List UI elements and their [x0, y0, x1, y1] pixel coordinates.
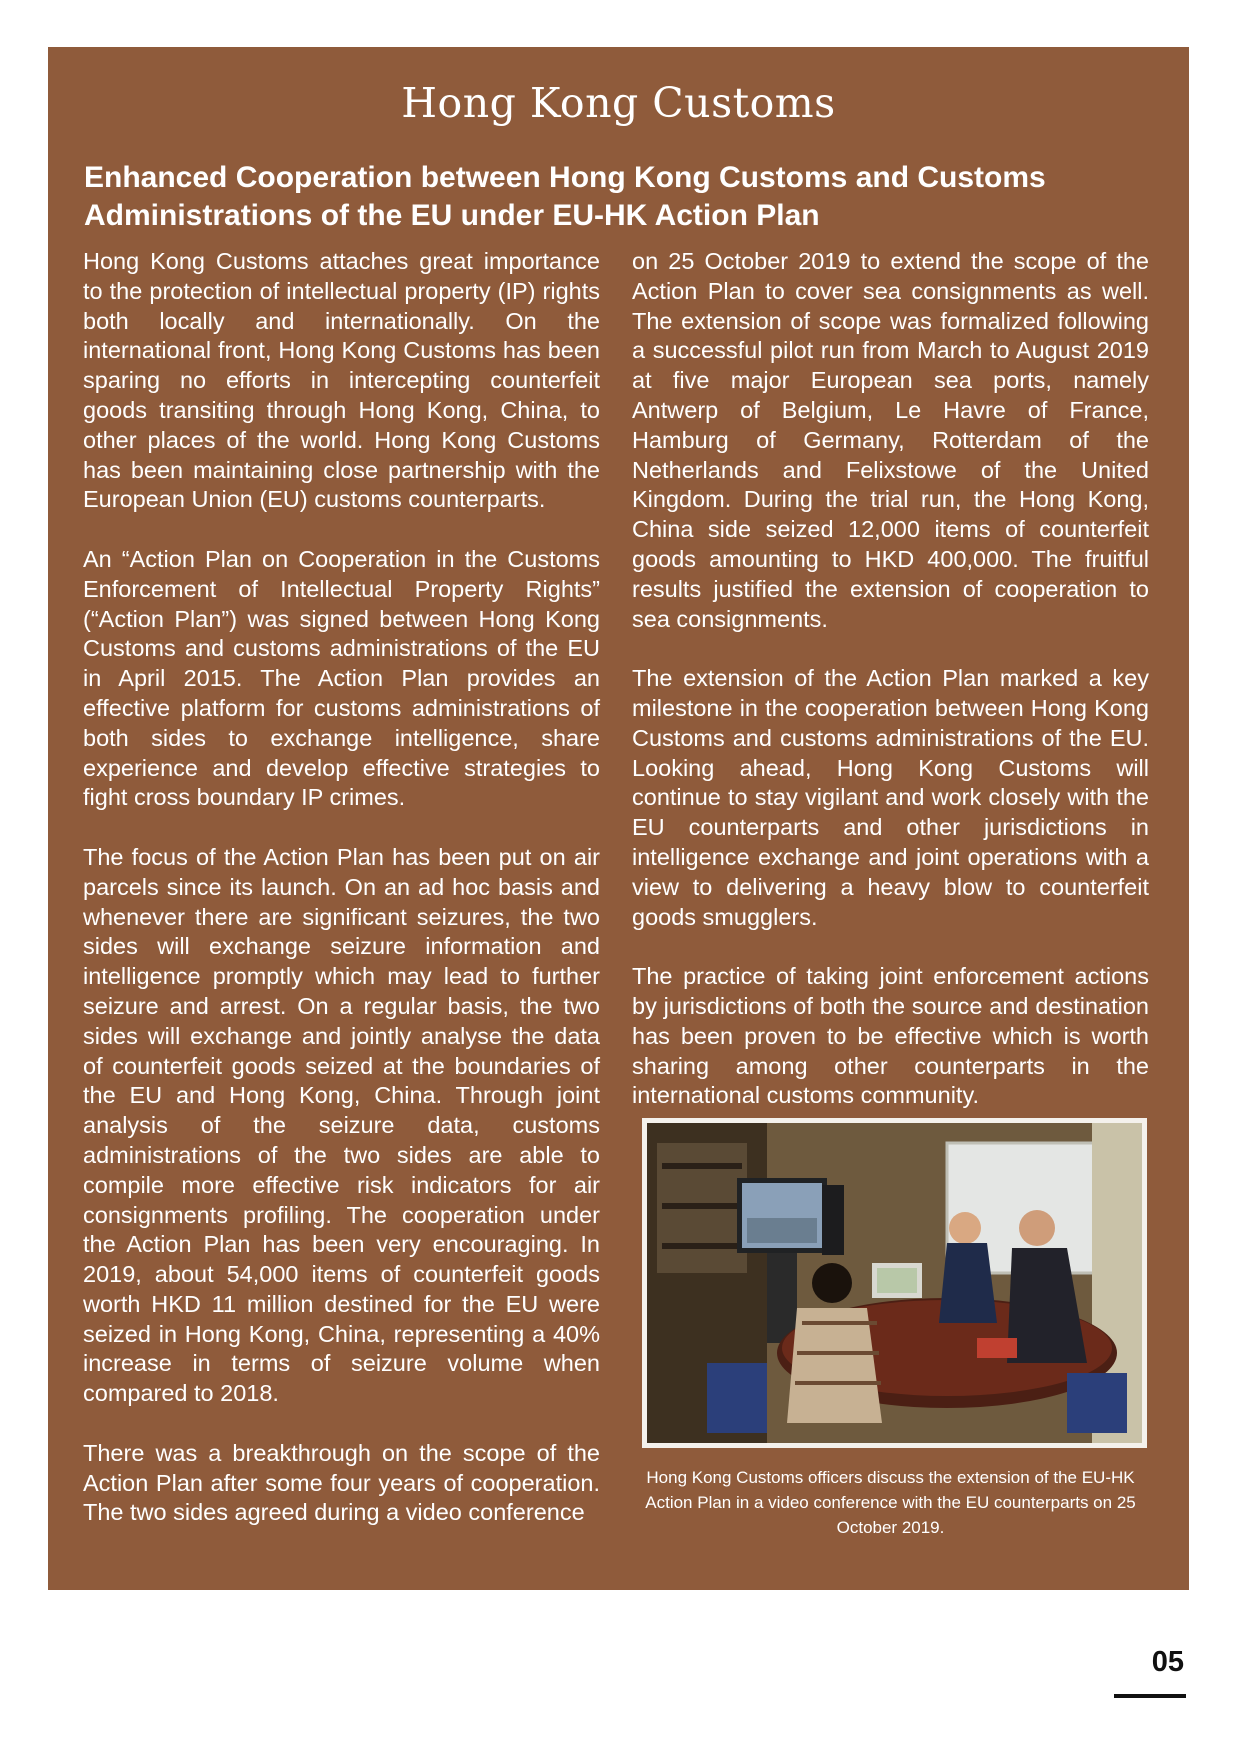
paragraph: on 25 October 2019 to extend the scope of the Action Plan to cover sea consignments as well. The extension of scope was formalized following a successful pilot run from March to August 2019 at five major European sea ports, namely Antwerp of Belgium, Le Havre of France, Hamburg of Germany, Rotterdam of the Netherlands and Felixstowe of the United Kingdom. During the trial run, the Hong Kong, China side seized 12,000 items of counterfeit goods amounting to HKD 400,000. The fruitful results justified the extension of cooperation to sea consignments. — [632, 248, 1149, 632]
section-title: Hong Kong Customs — [401, 79, 836, 127]
video-conference-illustration — [647, 1123, 1142, 1443]
paragraph: An “Action Plan on Cooperation in the Customs Enforcement of Intellectual Property Rights” (“Action Plan”) was signed between Hong Kong Customs and customs administrations of the EU in April 2015. The Action Plan provides an effective platform for customs administrations of both sides to exchange intelligence, share experience and develop effective strategies to fight cross boundary IP crimes. — [83, 545, 600, 811]
page-number-rule — [1114, 1694, 1186, 1698]
page-number: 05 — [1151, 1646, 1184, 1678]
meeting-photo — [642, 1118, 1147, 1448]
right-column — [632, 247, 1149, 1141]
article-panel — [48, 47, 1189, 1590]
paragraph: Hong Kong Customs attaches great importance to the protection of intellectual property (IP) rights both locally and internationally. On the international front, Hong Kong Customs has been sparing no efforts in intercepting counterfeit goods transiting through Hong Kong, China, to other places of the world. Hong Kong Customs has been maintaining close partnership with the European Union (EU) customs counterparts. — [83, 248, 600, 513]
left-column — [83, 247, 600, 1558]
paragraph: The extension of the Action Plan marked a key milestone in the cooperation between Hong Kong Customs and customs administrations of the EU. Looking ahead, Hong Kong Customs will continue to stay vigilant and work closely with the EU counterparts and other jurisdictions in intelligence exchange and joint operations with a view to delivering a heavy blow to counterfeit goods smugglers. — [632, 665, 1149, 930]
paragraph: The focus of the Action Plan has been put on air parcels since its launch. On an ad hoc basis and whenever there are significant seizures, the two sides will exchange seizure information and intelligence promptly which may lead to further seizure and arrest. On a regular basis, the two sides will exchange and jointly analyse the data of counterfeit goods seized at the boundaries of the EU and Hong Kong, China. Through joint analysis of the seizure data, customs administrations of the two sides are able to compile more effective risk indicators for air consignments profiling. The cooperation under the Action Plan has been very encouraging. In 2019, about 54,000 items of counterfeit goods worth HKD 11 million destined for the EU were seized in Hong Kong, China, representing a 40% increase in terms of seizure volume when compared to 2018. — [83, 843, 600, 1407]
paragraph: The practice of taking joint enforcement actions by jurisdictions of both the source and destination has been proven to be effective which is worth sharing among other counterparts in the international customs community. — [632, 963, 1149, 1109]
paragraph: There was a breakthrough on the scope of the Action Plan after some four years of cooperation. The two sides agreed during a video conference — [83, 1439, 600, 1526]
photo-caption: Hong Kong Customs officers discuss the extension of the EU-HK Action Plan in a video conference with the EU counterparts on 25 October 2019. — [645, 1468, 1136, 1537]
article-headline: Enhanced Cooperation between Hong Kong Customs and Customs Administrations of the EU under EU-HK Action Plan — [84, 161, 1046, 232]
